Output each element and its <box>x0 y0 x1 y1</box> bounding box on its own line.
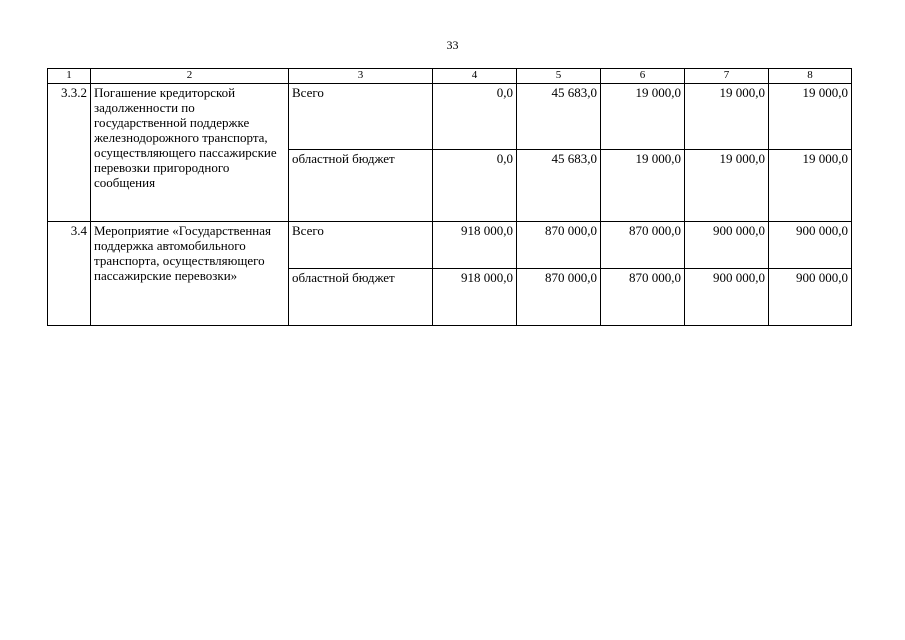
budget-table <box>47 68 852 326</box>
header-cell-4: 4 <box>433 69 517 84</box>
value-cell: 870 000,0 <box>517 269 601 326</box>
funding-source: Всего <box>289 84 433 150</box>
row-code: 3.4 <box>48 222 91 326</box>
header-cell-1: 1 <box>48 69 91 84</box>
funding-source: Всего <box>289 222 433 269</box>
value-cell: 19 000,0 <box>601 150 685 222</box>
row-code: 3.3.2 <box>48 84 91 222</box>
row-name: Погашение кредиторской задолженности по государственной поддержке железнодорожного транспорта, осуществляющего пассажирские перевозки пригородного сообщения <box>91 84 289 222</box>
value-cell: 0,0 <box>433 150 517 222</box>
page-number: 33 <box>446 38 459 52</box>
header-row <box>48 69 852 84</box>
row-name: Мероприятие «Государственная поддержка автомобильного транспорта, осуществляющего пассажирские перевозки» <box>91 222 289 326</box>
header-cell-6: 6 <box>601 69 685 84</box>
header-cell-5: 5 <box>517 69 601 84</box>
header-cell-2: 2 <box>91 69 289 84</box>
value-cell: 870 000,0 <box>601 222 685 269</box>
funding-source: областной бюджет <box>289 150 433 222</box>
value-cell: 45 683,0 <box>517 150 601 222</box>
value-cell: 918 000,0 <box>433 269 517 326</box>
header-cell-7: 7 <box>685 69 769 84</box>
value-cell: 918 000,0 <box>433 222 517 269</box>
header-cell-3: 3 <box>289 69 433 84</box>
value-cell: 19 000,0 <box>685 150 769 222</box>
value-cell: 900 000,0 <box>685 269 769 326</box>
table-row <box>48 222 852 269</box>
value-cell: 900 000,0 <box>769 222 852 269</box>
value-cell: 19 000,0 <box>769 84 852 150</box>
value-cell: 0,0 <box>433 84 517 150</box>
value-cell: 19 000,0 <box>685 84 769 150</box>
value-cell: 900 000,0 <box>685 222 769 269</box>
value-cell: 870 000,0 <box>517 222 601 269</box>
funding-source: областной бюджет <box>289 269 433 326</box>
value-cell: 45 683,0 <box>517 84 601 150</box>
value-cell: 19 000,0 <box>601 84 685 150</box>
value-cell: 900 000,0 <box>769 269 852 326</box>
header-cell-8: 8 <box>769 69 852 84</box>
table-row <box>48 84 852 150</box>
value-cell: 870 000,0 <box>601 269 685 326</box>
value-cell: 19 000,0 <box>769 150 852 222</box>
